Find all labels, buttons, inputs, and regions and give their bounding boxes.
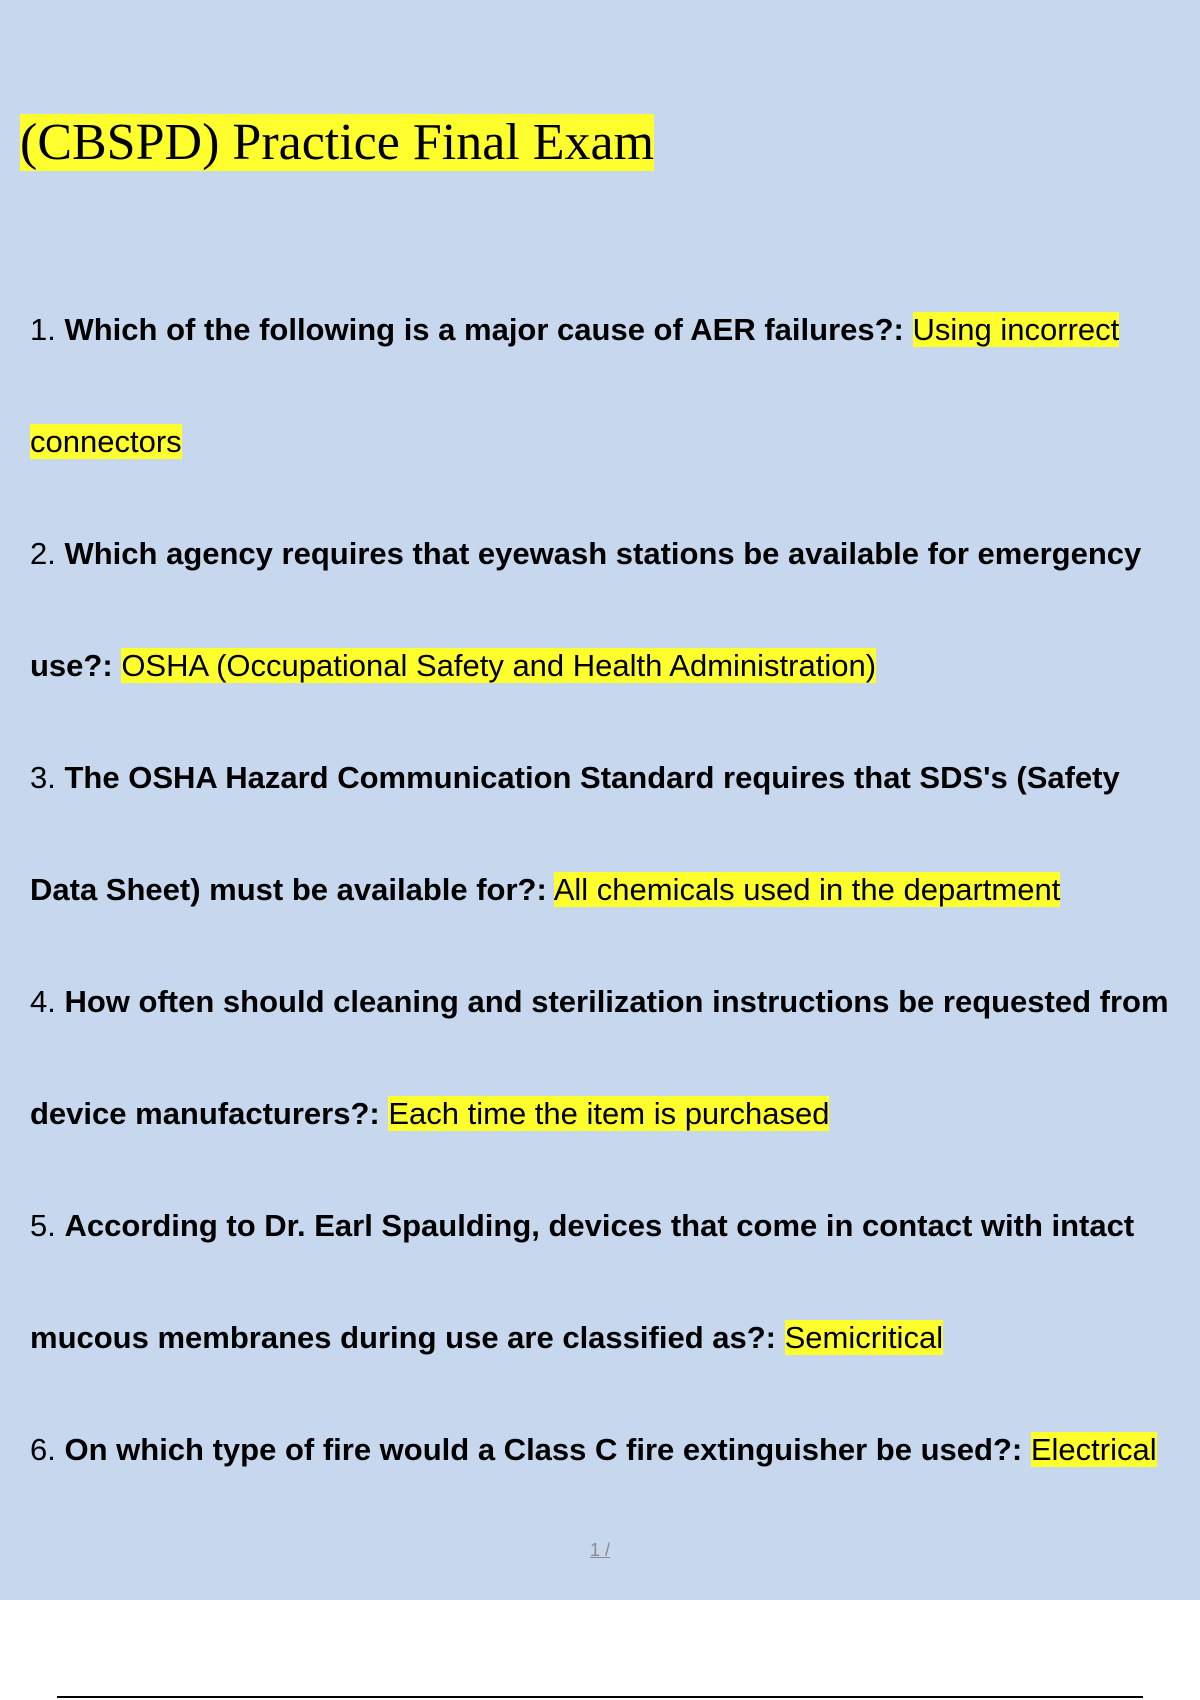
question-5-line-1 <box>30 1170 1200 1282</box>
question-2-line-1 <box>30 498 1200 610</box>
question-1-line-1 <box>30 274 1200 386</box>
question-number: 2. <box>30 536 56 571</box>
question-3-line-1 <box>30 722 1200 834</box>
question-6-line-1 <box>30 1394 1200 1506</box>
question-4-line-2 <box>30 1058 1200 1170</box>
question-number: 1. <box>30 312 56 347</box>
question-text: The OSHA Hazard Communication Standard requires that SDS's (Safety <box>64 760 1120 795</box>
question-5-line-2 <box>30 1282 1200 1394</box>
question-text: Which of the following is a major cause of AER failures?: <box>64 312 904 347</box>
question-number: 5. <box>30 1208 56 1243</box>
page-divider <box>57 1696 1143 1698</box>
question-4-line-1 <box>30 946 1200 1058</box>
question-2-line-2 <box>30 610 1200 722</box>
answer-highlight: Semicritical <box>784 1320 944 1355</box>
answer-highlight: All chemicals used in the department <box>553 872 1061 907</box>
question-text: Data Sheet) must be available for?: <box>30 872 547 907</box>
page-number: 1 / <box>589 1540 610 1560</box>
answer-highlight: Using incorrect <box>912 312 1120 347</box>
question-text: mucous membranes during use are classified as?: <box>30 1320 776 1355</box>
answer-highlight: Electrical <box>1030 1432 1157 1467</box>
question-text: Which agency requires that eyewash stations be available for emergency <box>64 536 1142 571</box>
question-number: 3. <box>30 760 56 795</box>
question-text: How often should cleaning and sterilization instructions be requested from <box>64 984 1169 1019</box>
answer-highlight: connectors <box>30 424 182 459</box>
question-text: device manufacturers?: <box>30 1096 380 1131</box>
answer-highlight: Each time the item is purchased <box>388 1096 830 1131</box>
question-text: According to Dr. Earl Spaulding, devices that come in contact with intact <box>64 1208 1135 1243</box>
question-number: 6. <box>30 1432 56 1467</box>
question-text: use?: <box>30 648 113 683</box>
document-title <box>20 110 654 176</box>
title-highlight: (CBSPD) Practice Final Exam <box>20 114 655 171</box>
answer-highlight: OSHA (Occupational Safety and Health Administration) <box>121 648 877 683</box>
question-1-line-2 <box>30 386 1200 498</box>
question-number: 4. <box>30 984 56 1019</box>
question-text: On which type of fire would a Class C fire extinguisher be used?: <box>64 1432 1023 1467</box>
question-3-line-2 <box>30 834 1200 946</box>
